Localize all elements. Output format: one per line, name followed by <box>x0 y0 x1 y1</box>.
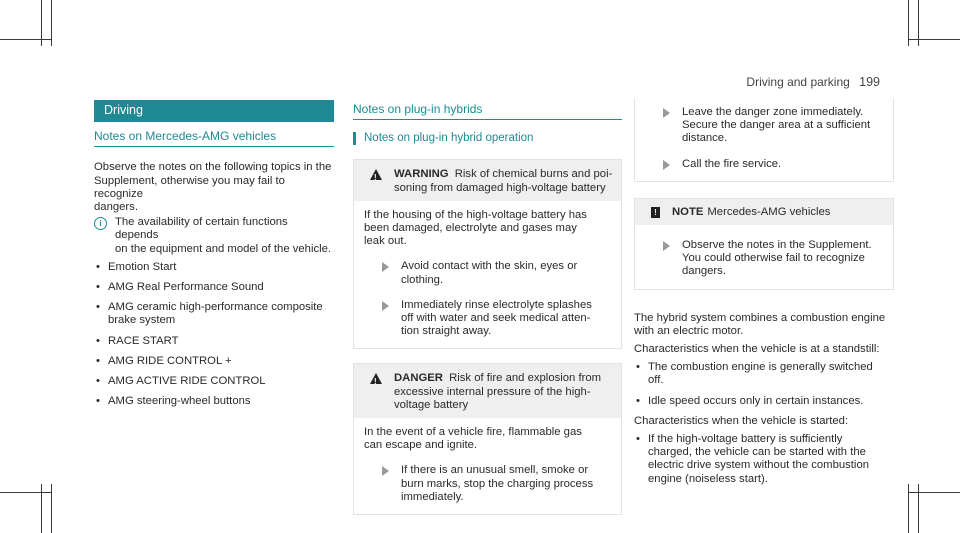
list-item <box>94 281 334 294</box>
hybrid-paragraph <box>634 312 894 338</box>
crop-mark <box>908 492 960 493</box>
section-title: Driving <box>94 100 334 122</box>
crop-mark <box>908 39 960 40</box>
text-line: excessive internal pressure of the high- <box>394 385 591 398</box>
heading-marker <box>353 132 356 145</box>
standstill-paragraph: Characteristics when the vehicle is at a standstill: <box>634 343 880 356</box>
warning-box <box>353 159 622 349</box>
text-line: If there is an unusual smell, smoke or <box>401 464 589 477</box>
column-1 <box>94 100 334 415</box>
text-line: on the equipment and model of the vehicle. <box>115 242 332 255</box>
action-step <box>645 158 883 171</box>
arrow-right-icon <box>663 108 670 118</box>
text-line: voltage battery <box>394 398 469 411</box>
text-line: brake system <box>108 314 176 327</box>
text-line: AMG ACTIVE RIDE CONTROL <box>108 375 266 388</box>
danger-body-text <box>364 426 611 452</box>
text-line: In the event of a vehicle fire, flammable gas <box>364 426 582 439</box>
text-line: If the housing of the high-voltage battery has <box>364 208 587 221</box>
header-title: Driving and parking <box>746 75 850 89</box>
text-line: AMG ceramic high-performance composite <box>108 301 323 314</box>
danger-box <box>353 363 622 515</box>
standstill-list <box>634 361 894 408</box>
feature-list <box>94 261 334 409</box>
text-line: electric drive system without the combustion <box>648 459 870 472</box>
step-text <box>682 239 872 279</box>
text-line: off. <box>648 374 664 387</box>
text-line: AMG Real Performance Sound <box>108 281 264 294</box>
note-box <box>634 198 894 290</box>
started-paragraph: Characteristics when the vehicle is started: <box>634 414 849 427</box>
danger-title: DANGER <box>394 372 443 385</box>
text-line: Leave the danger zone immediately. <box>682 106 864 118</box>
crop-mark <box>0 39 52 40</box>
list-item <box>634 395 894 408</box>
text-line: AMG RIDE CONTROL + <box>108 354 232 367</box>
text-line: tion straight away. <box>401 325 492 338</box>
text-line: If the high-voltage battery is sufficiently <box>648 433 843 446</box>
text-line: Secure the danger area at a sufficient <box>682 119 871 132</box>
text-line: Call the fire service. <box>682 157 782 170</box>
text-line: can escape and ignite. <box>364 439 478 452</box>
danger-header <box>354 364 621 418</box>
sub-heading-amg: Notes on Mercedes-AMG vehicles <box>94 130 334 147</box>
step-text <box>682 106 870 146</box>
text-line: Avoid contact with the skin, eyes or <box>401 260 578 273</box>
text-line: Risk of chemical burns and poi- <box>454 168 613 181</box>
subsub-heading-text: Notes on plug-in hybrid operation <box>364 132 534 145</box>
text-line: off with water and seek medical atten- <box>401 312 591 325</box>
text-line: Supplement, otherwise you may fail to recognize <box>94 174 285 200</box>
text-line: The combustion engine is generally switched <box>648 361 873 374</box>
text-line: Idle speed occurs only in certain instances. <box>648 394 864 407</box>
sub-heading-hybrids: Notes on plug-in hybrids <box>353 103 622 120</box>
list-item <box>94 301 334 327</box>
action-step <box>645 239 883 279</box>
text-line: dangers. <box>94 201 138 214</box>
arrow-right-icon <box>382 301 389 311</box>
list-item <box>634 361 894 387</box>
page-header <box>746 75 880 89</box>
text-line: soning from damaged high-voltage battery <box>394 181 606 194</box>
warning-header <box>354 160 621 200</box>
action-step <box>364 299 611 339</box>
step-text <box>401 299 592 339</box>
arrow-right-icon <box>382 262 389 272</box>
text-line: The hybrid system combines a combustion engine <box>634 311 886 324</box>
text-line: engine (noiseless start). <box>648 472 768 485</box>
list-item <box>94 395 334 408</box>
warning-lines <box>394 168 612 194</box>
exclamation-icon: ! <box>651 207 660 218</box>
text-line: dangers. <box>682 265 726 278</box>
warning-triangle-icon: ! <box>370 373 382 384</box>
text-line: Immediately rinse electrolyte splashes <box>401 298 592 311</box>
warning-triangle-icon: ! <box>370 169 382 180</box>
step-text <box>401 260 577 286</box>
danger-continued-body <box>635 98 893 181</box>
text-line: Observe the notes in the Supplement. <box>682 239 872 252</box>
text-line: The availability of certain functions depends <box>115 216 288 242</box>
action-step <box>364 260 611 286</box>
list-item <box>634 433 894 486</box>
note-body <box>635 225 893 289</box>
danger-continued-box <box>634 98 894 182</box>
crop-mark <box>0 492 52 493</box>
intro-paragraph <box>94 161 334 214</box>
text-line: AMG steering-wheel buttons <box>108 395 251 408</box>
text-line: burn marks, stop the charging process <box>401 477 594 490</box>
text-line: with an electric motor. <box>634 324 744 337</box>
note-text: Mercedes-AMG vehicles <box>707 205 831 218</box>
text-line: distance. <box>682 132 728 145</box>
list-item <box>94 335 334 348</box>
action-step <box>364 464 611 504</box>
arrow-right-icon <box>382 466 389 476</box>
started-list <box>634 433 894 486</box>
list-item <box>94 261 334 274</box>
warning-title: WARNING <box>394 168 449 181</box>
step-text <box>682 158 781 171</box>
danger-body <box>354 418 621 514</box>
column-3 <box>634 98 894 493</box>
text-line: been damaged, electrolyte and gases may <box>364 222 577 235</box>
text-line: Observe the notes on the following topics in the <box>94 161 332 174</box>
list-item <box>94 355 334 368</box>
text-line: You could otherwise fail to recognize <box>682 252 865 265</box>
warning-body-text <box>364 209 611 249</box>
arrow-right-icon <box>663 241 670 251</box>
danger-lines <box>394 372 601 412</box>
info-note <box>94 216 334 256</box>
step-text <box>401 464 593 504</box>
info-text <box>115 216 334 256</box>
info-icon: i <box>94 217 107 230</box>
action-step <box>645 106 883 146</box>
text-line: leak out. <box>364 235 407 248</box>
column-2 <box>353 100 622 515</box>
text-line: immediately. <box>401 490 464 503</box>
text-line: Emotion Start <box>108 260 177 273</box>
arrow-right-icon <box>663 160 670 170</box>
page-number: 199 <box>859 75 880 89</box>
text-line: clothing. <box>401 273 444 286</box>
text-line: Risk of fire and explosion from <box>449 372 602 385</box>
text-line: charged, the vehicle can be started with the <box>648 446 866 459</box>
note-title: NOTE <box>672 205 704 218</box>
text-line: RACE START <box>108 334 179 347</box>
subsub-heading <box>353 132 622 145</box>
warning-body <box>354 201 621 349</box>
list-item <box>94 375 334 388</box>
note-header <box>635 199 893 225</box>
